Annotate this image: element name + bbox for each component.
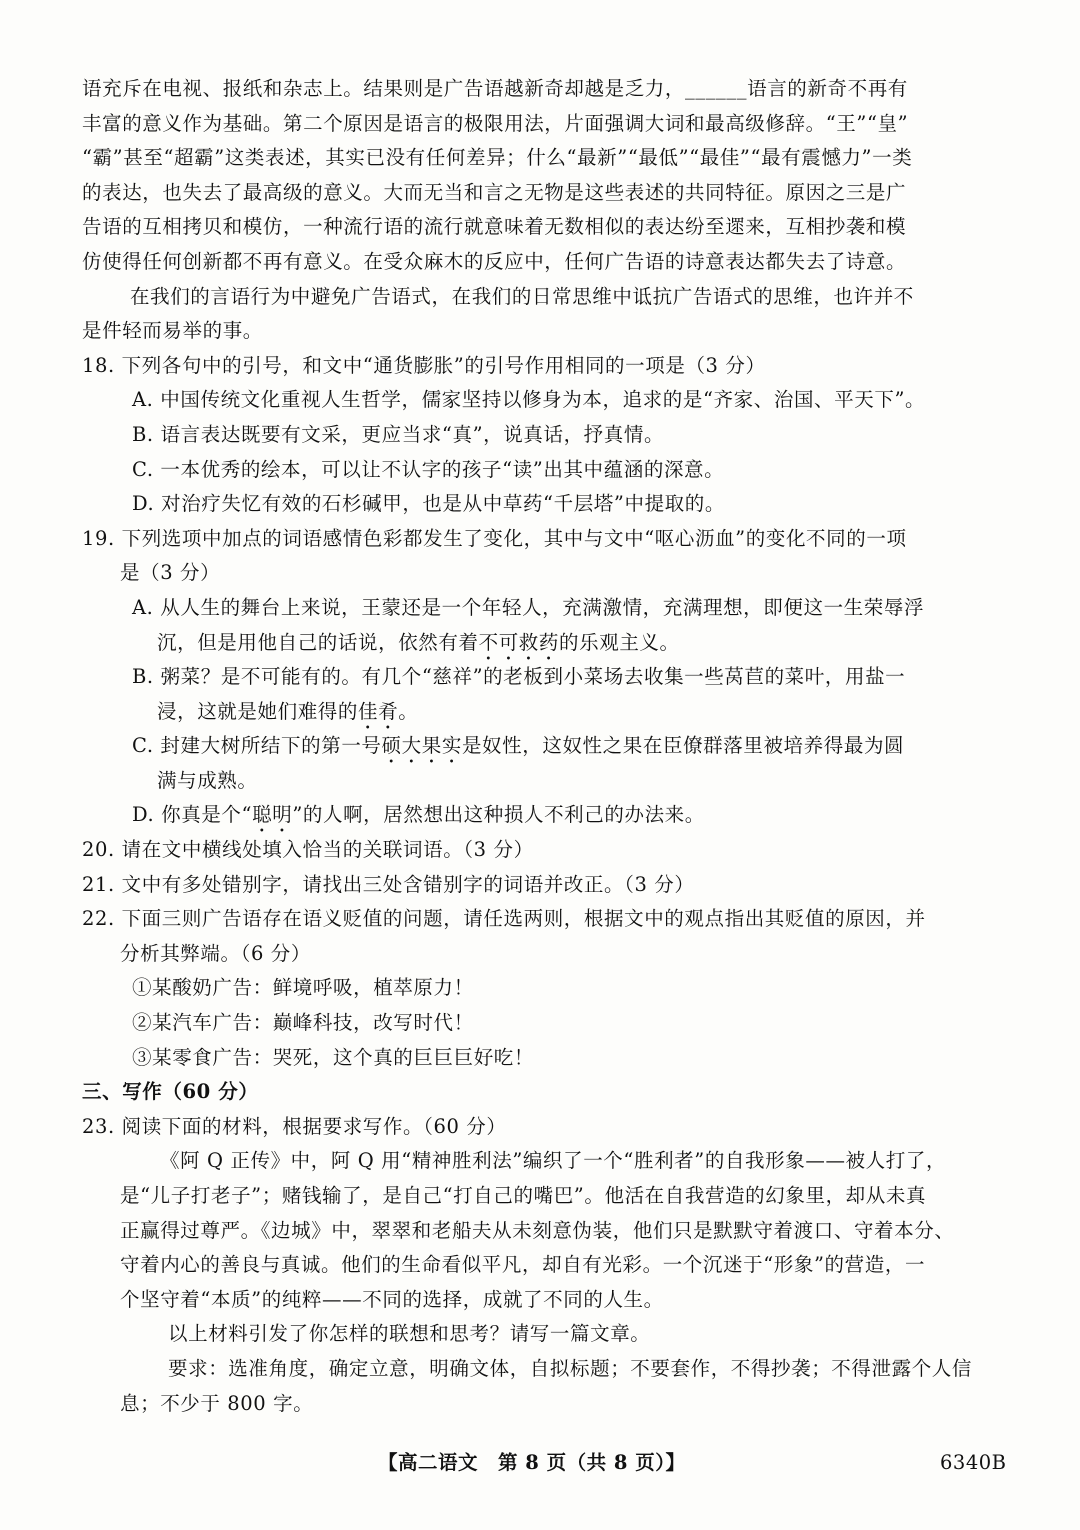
question-stem: 19. 下列选项中加点的词语感情色彩都发生了变化，其中与文中“呕心沥血”的变化不同的一项	[82, 526, 907, 550]
text: 的乐观主义。	[559, 630, 680, 654]
passage-continuation	[82, 72, 1004, 349]
ad-item: ①某酸奶广告：鲜境呼吸，植萃原力！	[132, 976, 474, 1000]
question-stem: 18. 下列各句中的引号，和文中“通货膨胀”的引号作用相同的一项是（3 分）	[82, 353, 766, 377]
material-line: 正赢得过尊严。《边城》中，翠翠和老船夫从未刻意伪装，他们只是默默守着渡口、守着本分、	[120, 1218, 955, 1242]
question-19	[82, 522, 1004, 833]
ad-item: ③某零食广告：哭死，这个真的巨巨巨好吃！	[132, 1045, 535, 1069]
passage-line: 丰富的意义作为基础。第二个原因是语言的极限用法，片面强调大词和最高级修辞。“王”“皇”	[82, 111, 909, 135]
dotted-word: 聪明	[252, 803, 293, 827]
option-d: D. 对治疗失忆有效的石杉碱甲，也是从中草药“千层塔”中提取的。	[132, 492, 725, 516]
question-21: 21. 文中有多处错别字，请找出三处含错别字的词语并改正。（3 分）	[82, 872, 695, 896]
passage-line: “霸”甚至“超霸”这类表述，其实已没有任何差异；什么“最新”“最低”“最佳”“最有震憾力”一类	[82, 146, 913, 170]
question-18	[82, 349, 1004, 522]
option-b: B. 语言表达既要有文采，更应当求“真”，说真话，抒真情。	[132, 422, 665, 446]
text: C. 封建大树所结下的第一号	[132, 734, 382, 758]
question-22	[82, 902, 1004, 1075]
option-a: A. 中国传统文化重视人生哲学，儒家坚持以修身为本，追求的是“齐家、治国、平天下”。	[132, 388, 926, 412]
material-line: 个坚守着“本质”的纯粹——不同的选择，成就了不同的人生。	[120, 1287, 664, 1311]
passage-line: 仿使得任何创新都不再有意义。在受众麻木的反应中，任何广告语的诗意表达都失去了诗意。	[82, 249, 907, 273]
option-a-cont	[82, 626, 1004, 661]
text: 是奴性，这奴性之果在臣僚群落里被培养得最为圆	[461, 734, 905, 758]
option-c-cont: 满与成熟。	[157, 768, 258, 792]
option-b-cont	[82, 695, 1004, 730]
option-b: B. 粥菜？是不可能有的。有几个“慈祥”的老板到小菜场去收集一些莴苣的菜叶，用盐一	[132, 665, 906, 689]
passage-line: 语充斥在电视、报纸和杂志上。结果则是广告语越新奇却越是乏力，______语言的新奇不再有	[82, 77, 908, 100]
ad-item: ②某汽车广告：巅峰科技，改写时代！	[132, 1011, 474, 1035]
passage-line: 告语的互相拷贝和模仿，一种流行语的流行就意味着无数相似的表达纷至遝来，互相抄袭和模	[82, 215, 907, 239]
option-c: C. 一本优秀的绘本，可以让不认字的孩子“读”出其中蕴涵的深意。	[132, 457, 725, 481]
page-footer	[0, 1443, 1080, 1483]
question-23	[82, 1110, 1004, 1421]
text: ”的人啊，居然想出这种损人不利己的办法来。	[292, 803, 705, 827]
requirements-cont: 息；不少于 800 字。	[120, 1391, 314, 1415]
exam-code: 6340B	[940, 1451, 1007, 1474]
passage-line: 在我们的言语行为中避免广告语式，在我们的日常思维中诋抗广告语式的思维，也许并不	[130, 284, 914, 308]
text: 浸，这就是她们难得的	[157, 699, 359, 723]
material-line: 是“儿子打老子”；赌钱输了，是自己“打自己的嘴巴”。他活在自我营造的幻象里，却从未真	[120, 1184, 927, 1207]
option-c	[82, 729, 1004, 764]
requirements: 要求：选准角度，确定立意，明确文体，自拟标题；不要套作，不得抄袭；不得泄露个人信	[168, 1356, 973, 1380]
question-stem: 23. 阅读下面的材料，根据要求写作。（60 分）	[82, 1114, 507, 1138]
dotted-word: 硕大果实	[381, 734, 462, 758]
dotted-word: 佳肴	[358, 699, 399, 723]
passage-line: 是件轻而易举的事。	[82, 319, 263, 343]
writing-prompt: 以上材料引发了你怎样的联想和思考？请写一篇文章。	[168, 1322, 651, 1346]
material-line: 守着内心的善良与真诚。他们的生命看似平凡，却自有光彩。一个沉迷于“形象”的营造，一	[120, 1253, 926, 1277]
question-stem-cont: 是（3 分）	[120, 561, 221, 585]
material-line: 《阿 Q 正传》中，阿 Q 用“精神胜利法”编织了一个“胜利者”的自我形象——被人打了，	[160, 1149, 947, 1173]
text: D. 你真是个“	[132, 803, 253, 827]
section-heading: 三、写作（60 分）	[82, 1080, 259, 1104]
page-number: 【高二语文 第 8 页（共 8 页）】	[378, 1451, 686, 1474]
passage-line: 的表达，也失去了最高级的意义。大而无当和言之无物是这些表述的共同特征。原因之三是广	[82, 180, 907, 204]
page-content	[82, 72, 1004, 1421]
question-stem: 22. 下面三则广告语存在语义贬值的问题，请任选两则，根据文中的观点指出其贬值的原因，并	[82, 907, 926, 931]
dotted-word: 不可救药	[478, 630, 560, 654]
option-a: A. 从人生的舞台上来说，王蒙还是一个年轻人，充满激情，充满理想，即便这一生荣辱浮	[132, 595, 925, 619]
option-d	[82, 798, 1004, 833]
text: 沉，但是用他自己的话说，依然有着	[157, 630, 479, 654]
text: 。	[398, 699, 419, 723]
question-20: 20. 请在文中横线处填入恰当的关联词语。（3 分）	[82, 838, 534, 862]
question-stem-cont: 分析其弊端。（6 分）	[120, 941, 311, 965]
